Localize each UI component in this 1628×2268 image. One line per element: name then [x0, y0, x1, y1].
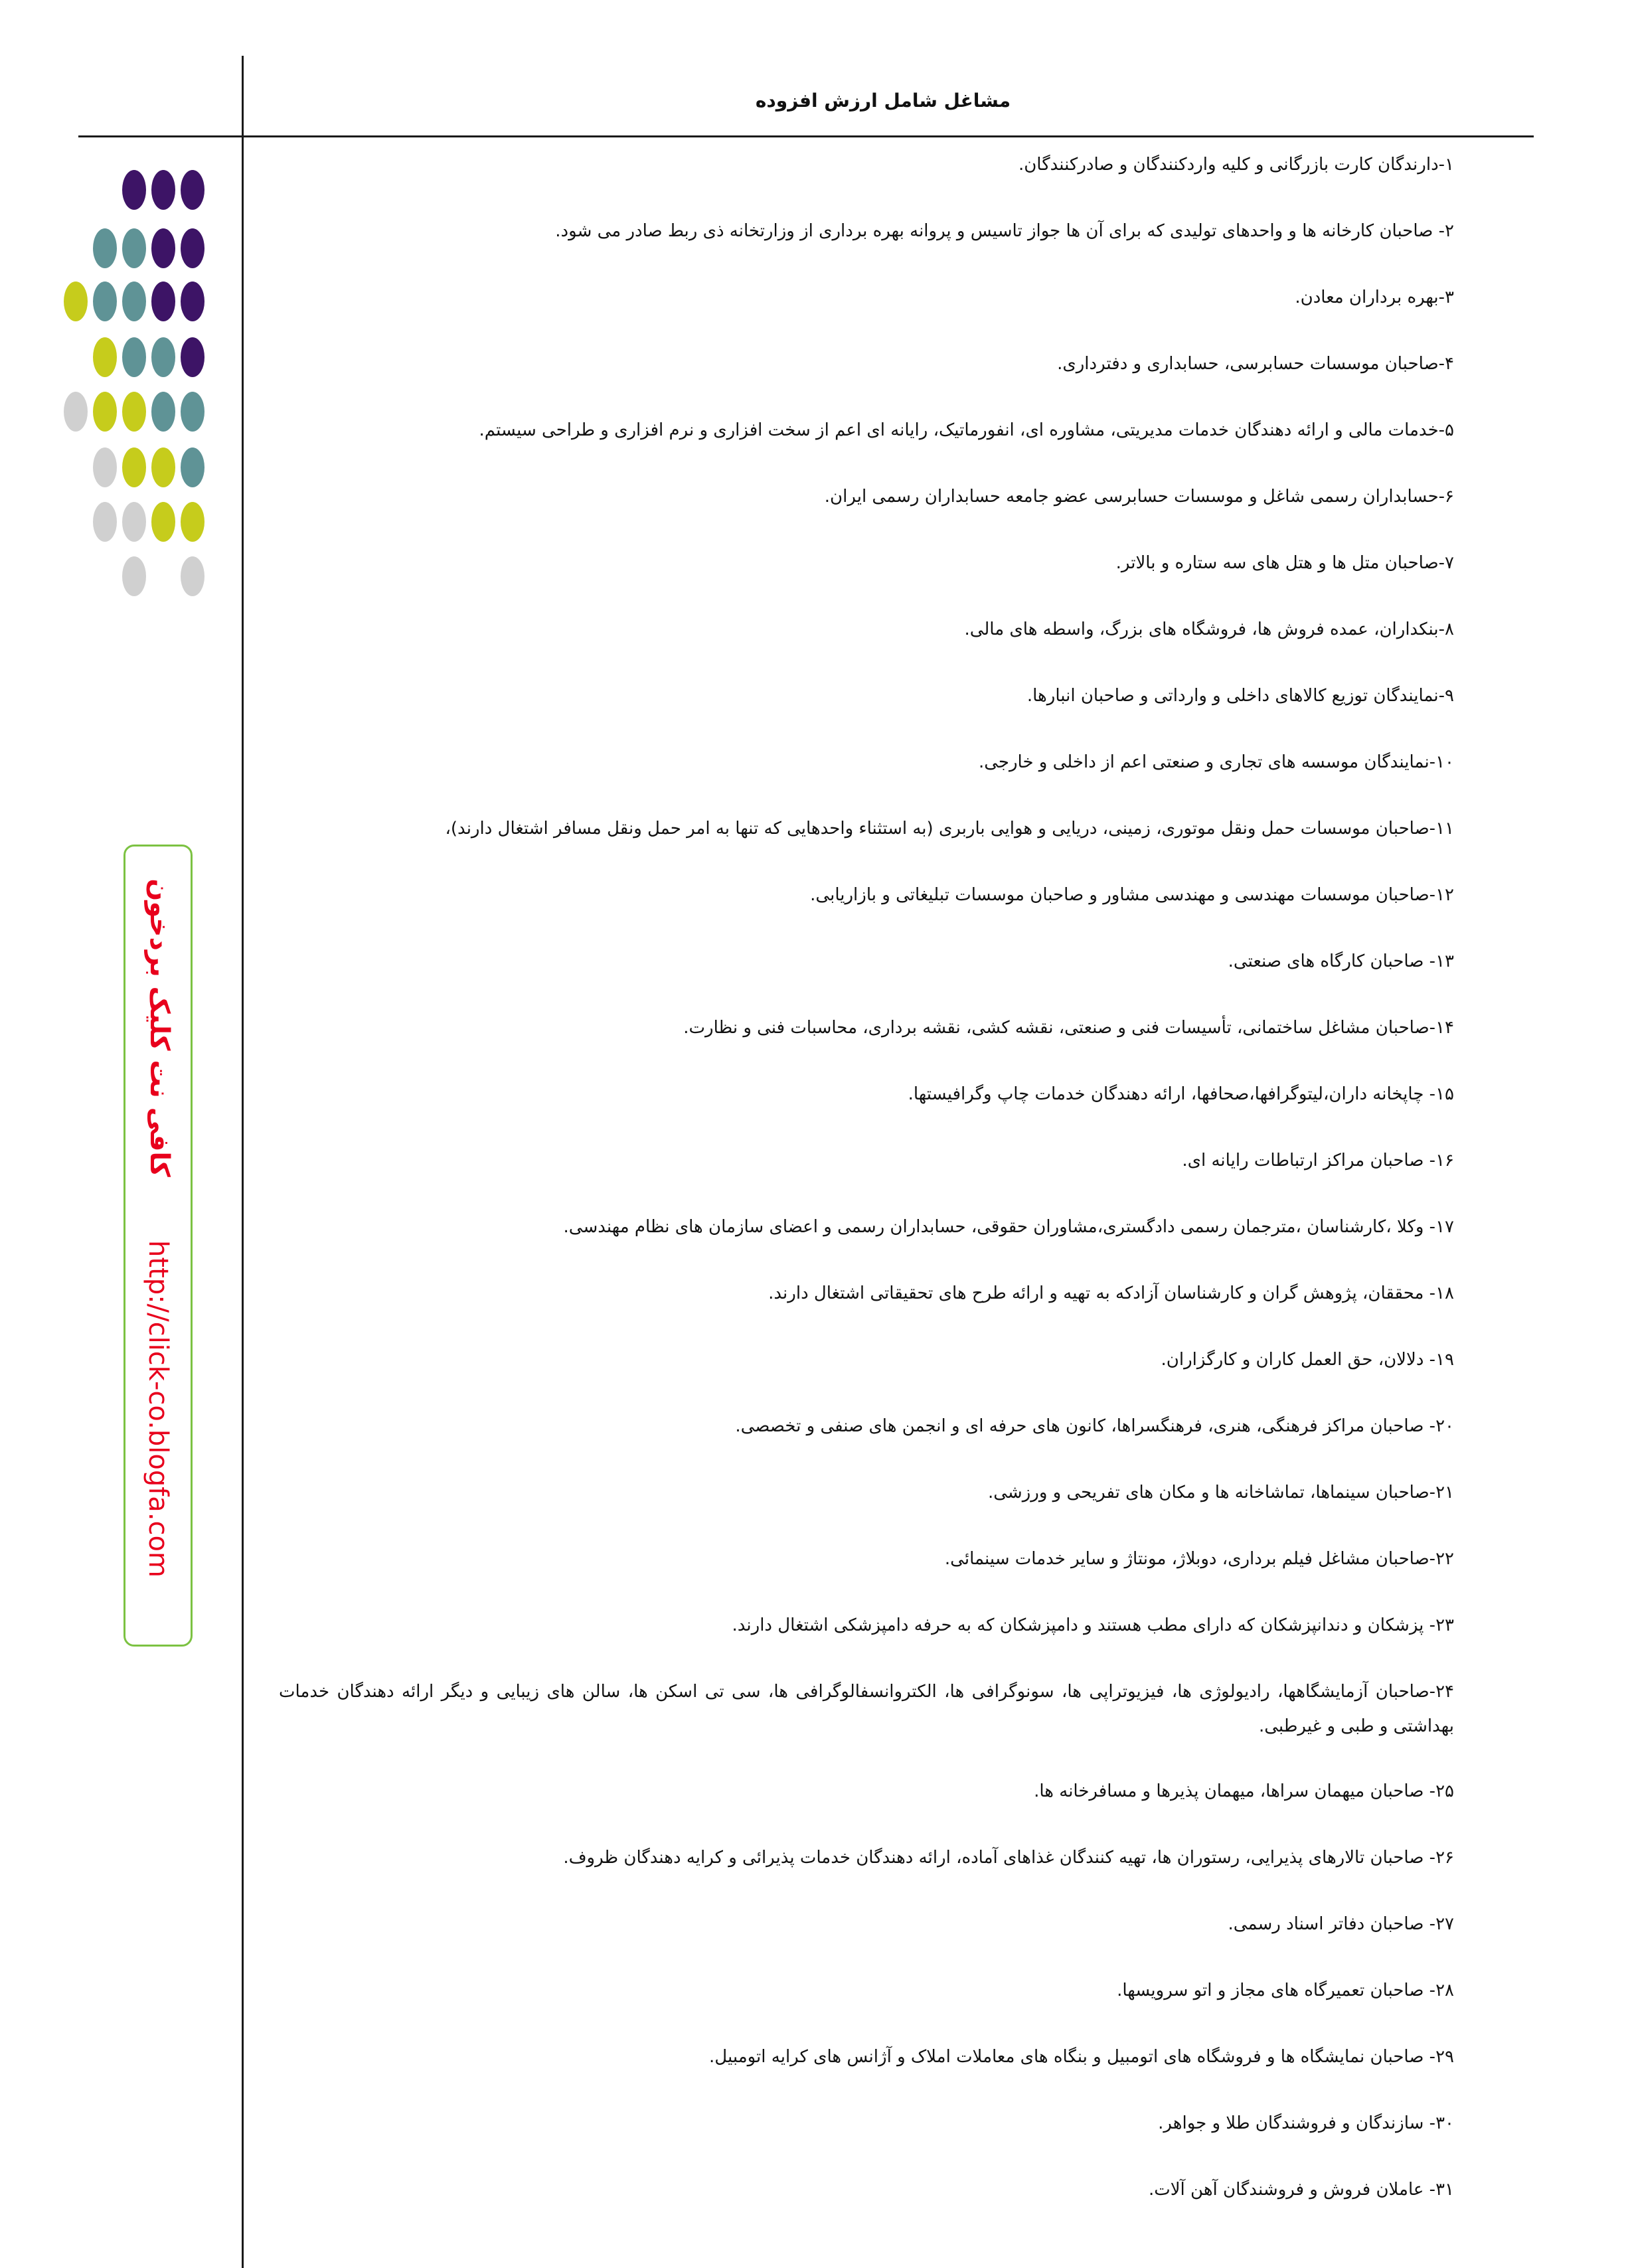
page-title: مشاغل شامل ارزش افزوده [755, 90, 1011, 112]
decorative-dot [181, 502, 204, 542]
decorative-dot [64, 392, 88, 432]
decorative-dot-pattern [0, 0, 242, 617]
list-item: ۲۹- صاحبان نمایشگاه ها و فروشگاه های اتومبیل و بنگاه های معاملات املاک و آژانس های کرایه اتومبیل. [709, 2047, 1454, 2067]
decorative-dot [151, 447, 175, 487]
decorative-dot [93, 337, 117, 377]
decorative-dot [93, 502, 117, 542]
sidebar-brand-text: کافی نت کلیک بردخون [144, 878, 175, 1177]
decorative-dot [122, 170, 146, 210]
list-item: ۷-صاحبان متل ها و هتل های سه ستاره و بالاتر. [1115, 553, 1454, 573]
list-item: ۱۹- دلالان، حق العمل کاران و کارگزاران. [1161, 1350, 1454, 1370]
list-item: ۳۱- عاملان فروش و فروشندگان آهن آلات. [1148, 2180, 1454, 2200]
decorative-dot [64, 282, 88, 321]
list-item: ۲۸- صاحبان تعمیرگاه های مجاز و اتو سرویسها. [1117, 1981, 1454, 2000]
list-item: ۳۰- سازندگان و فروشندگان طلا و جواهر. [1158, 2113, 1454, 2133]
decorative-dot [151, 170, 175, 210]
decorative-dot [93, 447, 117, 487]
decorative-dot [122, 392, 146, 432]
decorative-dot [122, 337, 146, 377]
decorative-dot [181, 447, 204, 487]
list-item: ۹-نمایندگان توزیع کالاهای داخلی و وارداتی و صاحبان انبارها. [1026, 686, 1454, 706]
sidebar-url-text: http://click-co.blogfa.com [143, 1240, 173, 1578]
decorative-dot [122, 228, 146, 268]
decorative-dot [151, 228, 175, 268]
list-item: ۶-حسابداران رسمی شاغل و موسسات حسابرسی عضو جامعه حسابداران رسمی ایران. [824, 487, 1454, 507]
decorative-dot [181, 337, 204, 377]
list-item: ۵-خدمات مالی و ارائه دهندگان خدمات مدیریتی، مشاوره ای، انفورماتیک، رایانه ای اعم از سخت افزاری و نرم افزاری و طراحی سیستم. [479, 420, 1454, 440]
list-item: ۲۶- صاحبان تالارهای پذیرایی، رستوران ها، تهیه کنندگان غذاهای آماده، ارائه دهندگان خدمات پذیرائی و کرایه دهندگان ظروف. [563, 1848, 1454, 1868]
vertical-rule [242, 56, 244, 2268]
list-item: ۲۴-صاحبان آزمایشگاهها، رادیولوژی ها، فیزیوتراپی ها، سونوگرافی ها، الکتروانسفالوگرافی ها، سی تی اسکن ها، سالن های زیبایی و دیگر ارائه دهندگان خدمات بهداشتی و طبی و غیرطبی. [279, 1682, 1454, 1736]
decorative-dot [181, 170, 204, 210]
decorative-dot [151, 282, 175, 321]
decorative-dot [122, 447, 146, 487]
list-item: ۱-دارندگان کارت بازرگانی و کلیه واردکنندگان و صادرکنندگان. [1018, 155, 1454, 175]
list-item: ۴-صاحبان موسسات حسابرسی، حسابداری و دفترداری. [1057, 354, 1454, 374]
list-item: ۱۶- صاحبان مراکز ارتباطات رایانه ای. [1182, 1151, 1454, 1171]
list-item: ۲- صاحبان کارخانه ها و واحدهای تولیدی که برای آن ها جواز تاسیس و پروانه بهره برداری از وزارتخانه ذی ربط صادر می شود. [555, 221, 1454, 241]
list-item: ۱۸- محققان، پژوهش گران و کارشناسان آزادکه به تهیه و ارائه طرح های تحقیقاتی اشتغال دارند. [768, 1283, 1454, 1303]
decorative-dot [122, 502, 146, 542]
decorative-dot [181, 282, 204, 321]
list-item: ۱۳- صاحبان کارگاه های صنعتی. [1228, 951, 1454, 971]
decorative-dot [93, 392, 117, 432]
list-item: ۲۳- پزشکان و دندانپزشکان که دارای مطب هستند و دامپزشکان که به حرفه دامپزشکی اشتغال دارند. [732, 1615, 1454, 1635]
decorative-dot [181, 392, 204, 432]
list-item: ۲۱-صاحبان سینماها، تماشاخانه ها و مکان های تفریحی و ورزشی. [988, 1483, 1454, 1502]
list-item: ۲۵- صاحبان میهمان سراها، میهمان پذیرها و مسافرخانه ها. [1034, 1781, 1454, 1801]
list-item: ۱۲-صاحبان موسسات مهندسی و مهندسی مشاور و صاحبان موسسات تبلیغاتی و بازاریابی. [810, 885, 1454, 905]
list-item: ۱۷- وکلا ،کارشناسان ،مترجمان رسمی دادگستری،مشاوران حقوقی، حسابداران رسمی و اعضای سازمان های نظام مهندسی. [563, 1217, 1454, 1237]
list-item: ۱۰-نمایندگان موسسه های تجاری و صنعتی اعم از داخلی و خارجی. [978, 752, 1454, 772]
list-item: ۱۴-صاحبان مشاغل ساختمانی، تأسیسات فنی و صنعتی، نقشه کشی، نقشه برداری، محاسبات فنی و نظارت. [683, 1018, 1454, 1038]
list-item: ۲۲-صاحبان مشاغل فیلم برداری، دوبلاژ، مونتاژ و سایر خدمات سینمائی. [944, 1549, 1454, 1569]
decorative-dot [93, 228, 117, 268]
item-list [279, 147, 1454, 2239]
list-item: ۲۷- صاحبان دفاتر اسناد رسمی. [1228, 1914, 1454, 1934]
list-item: ۸-بنکداران، عمده فروش ها، فروشگاه های بزرگ، واسطه های مالی. [964, 619, 1454, 639]
decorative-dot [122, 282, 146, 321]
decorative-dot [181, 556, 204, 596]
list-item: ۱۵- چاپخانه داران،لیتوگرافها،صحافها، ارائه دهندگان خدمات چاپ وگرافیستها. [908, 1084, 1454, 1104]
decorative-dot [151, 337, 175, 377]
decorative-dot [151, 392, 175, 432]
decorative-dot [181, 228, 204, 268]
list-item: ۳-بهره برداران معادن. [1295, 287, 1454, 307]
decorative-dot [151, 502, 175, 542]
decorative-dot [122, 556, 146, 596]
list-item: ۲۰- صاحبان مراکز فرهنگی، هنری، فرهنگسراها، کانون های حرفه ای و انجمن های صنفی و تخصصی. [735, 1416, 1454, 1436]
horizontal-rule [78, 135, 1534, 137]
decorative-dot [93, 282, 117, 321]
list-item: ۱۱-صاحبان موسسات حمل ونقل موتوری، زمینی، دریایی و هوایی باربری (به استثناء واحدهایی که تنها به امر حمل ونقل مسافر اشتغال دارند)، [445, 819, 1454, 839]
